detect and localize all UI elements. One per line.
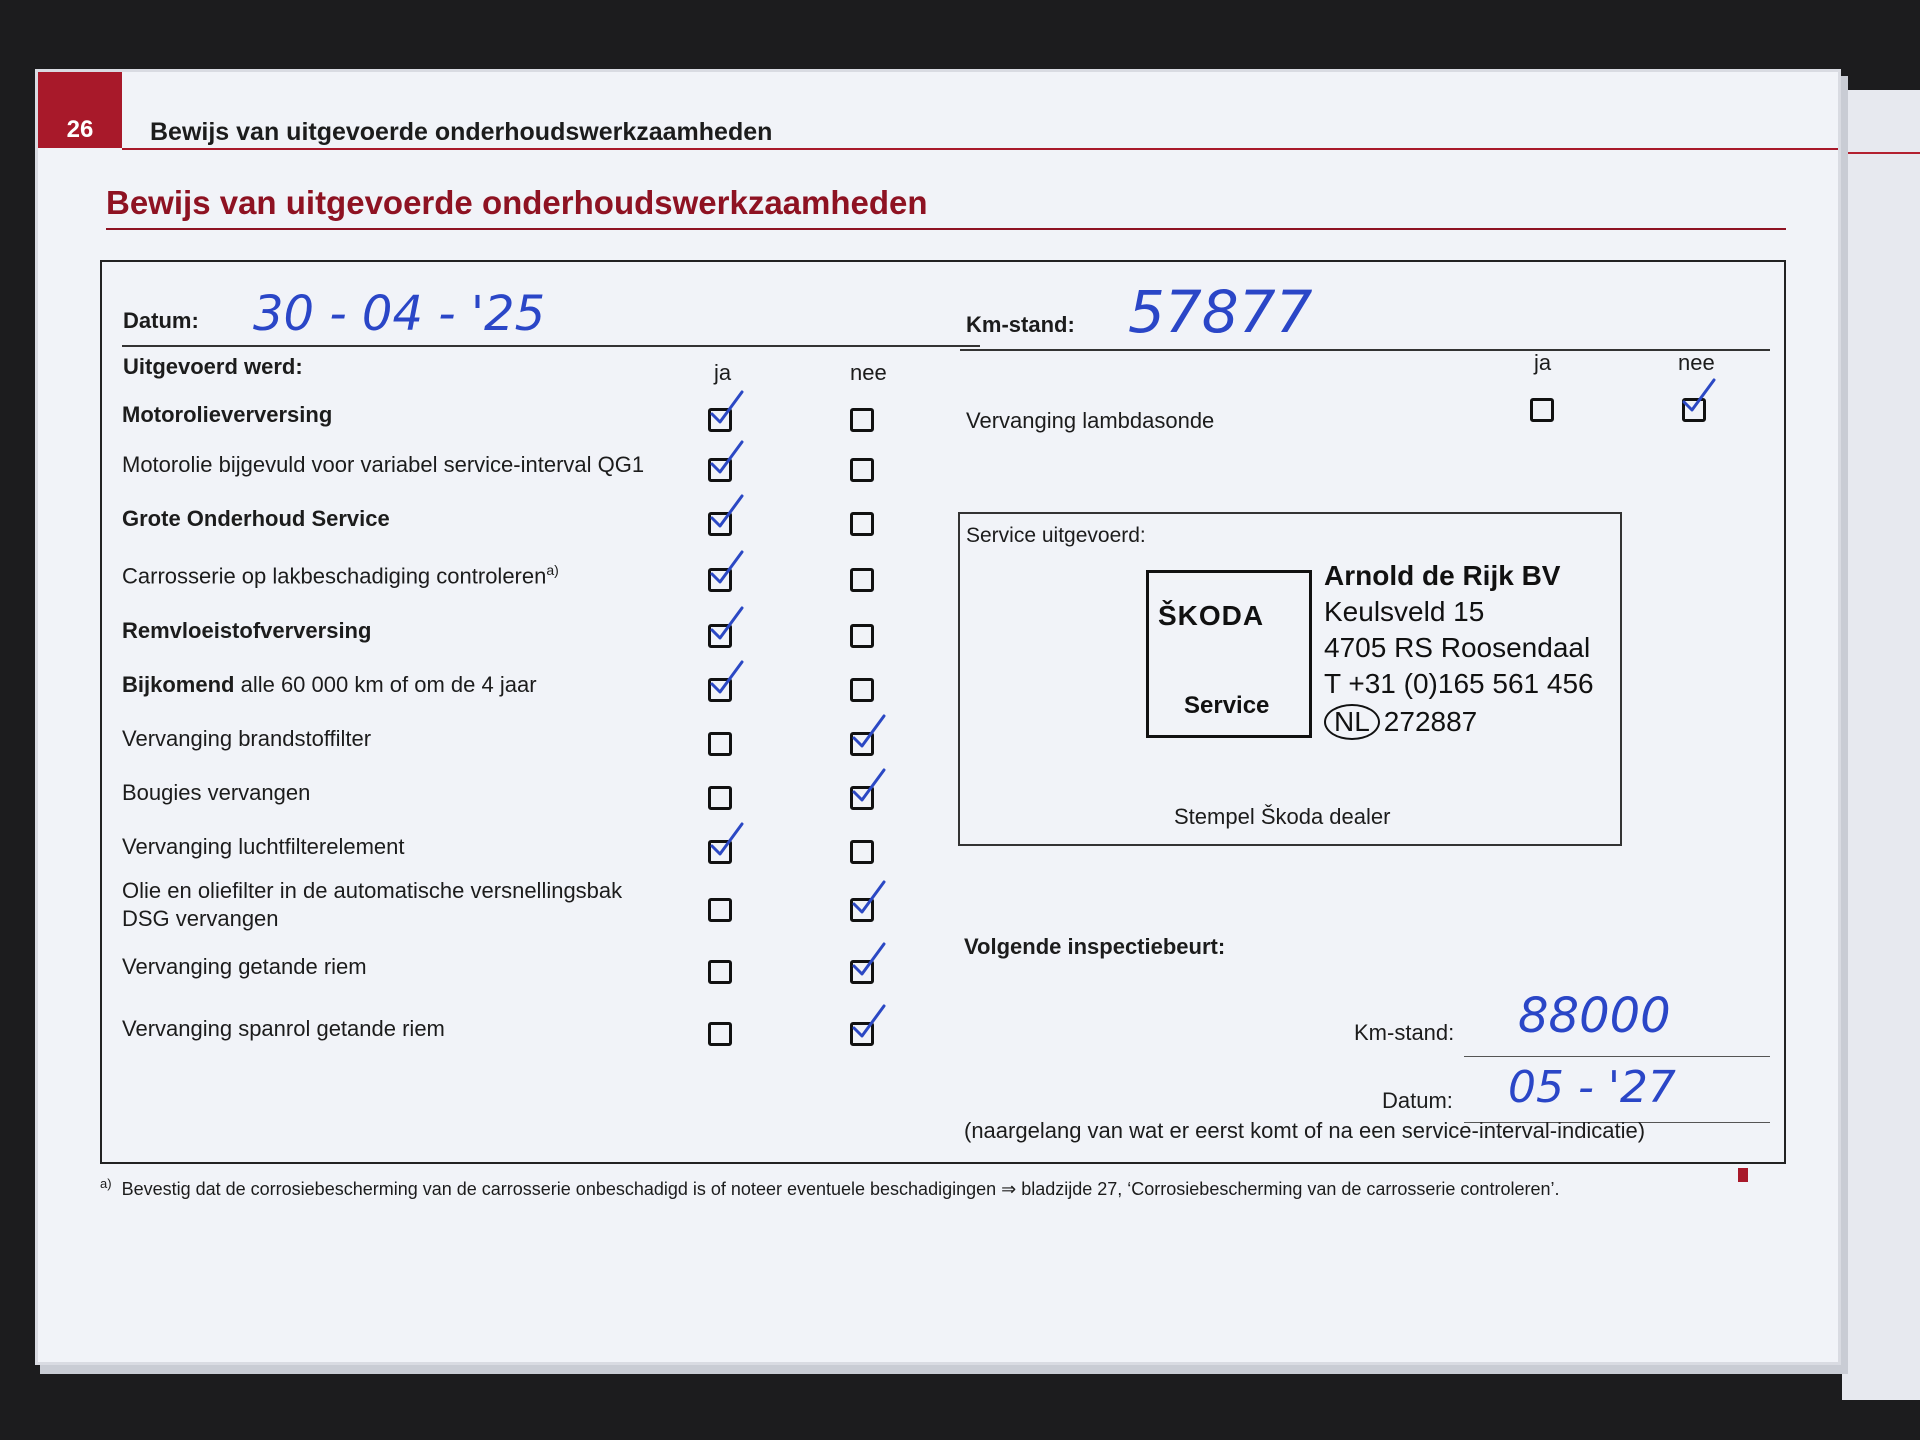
dealer-city: 4705 RS Roosendaal bbox=[1324, 632, 1591, 663]
country-oval: NL bbox=[1324, 704, 1380, 740]
checkbox-ja[interactable] bbox=[708, 732, 732, 756]
next-km-value[interactable]: 88000 bbox=[1518, 988, 1671, 1044]
item-label bbox=[122, 618, 371, 644]
running-title: Bewijs van uitgevoerde onderhoudswerkzaamheden bbox=[150, 118, 773, 146]
next-note: (naargelang van wat er eerst komt of na een service-interval-indicatie) bbox=[964, 1118, 1646, 1143]
checkbox-nee[interactable] bbox=[850, 840, 874, 864]
manual-page bbox=[38, 72, 1838, 1362]
checkbox-nee[interactable] bbox=[850, 512, 874, 536]
item-label-text: Vervanging getande riem bbox=[122, 954, 367, 979]
km-value[interactable]: 57877 bbox=[1128, 278, 1313, 346]
checkbox-nee[interactable] bbox=[850, 624, 874, 648]
checkbox-ja[interactable] bbox=[708, 786, 732, 810]
next-km-label: Km-stand: bbox=[1354, 1020, 1455, 1045]
km-label: Km-stand: bbox=[966, 312, 1075, 337]
check-mark-icon bbox=[848, 940, 888, 980]
lambda-nee-check-icon bbox=[1678, 376, 1718, 416]
item-label bbox=[122, 452, 644, 478]
km-rule bbox=[960, 349, 1770, 351]
col-ja-left: ja bbox=[714, 360, 732, 385]
item-label bbox=[122, 1016, 445, 1042]
item-label bbox=[122, 402, 332, 428]
checkbox-nee[interactable] bbox=[850, 568, 874, 592]
item-label bbox=[122, 672, 537, 698]
checkbox-nee[interactable] bbox=[850, 678, 874, 702]
footnote-text: Bevestig dat de corrosiebescherming van de carrosserie onbeschadigd is of noteer eventuele beschadigingen ⇒ bladzijde 27, ‘Corrosiebescherming van de carrosserie controleren’. bbox=[121, 1179, 1560, 1199]
checkbox-ja[interactable] bbox=[708, 960, 732, 984]
section-title: Bewijs van uitgevoerde onderhoudswerkzaamheden bbox=[106, 184, 928, 221]
item-label bbox=[122, 506, 390, 532]
item-label-text: Carrosserie op lakbeschadiging controleren bbox=[122, 563, 547, 589]
facing-page bbox=[1842, 90, 1920, 1400]
item-label-rest: alle 60 000 km of om de 4 jaar bbox=[234, 672, 537, 697]
skoda-service-text: Service bbox=[1184, 692, 1270, 719]
item-label-line1: Olie en oliefilter in de automatische versnellingsbak bbox=[122, 878, 623, 903]
checkbox-ja[interactable] bbox=[708, 1022, 732, 1046]
facing-page-rule bbox=[1842, 152, 1920, 154]
item-label-line2: DSG vervangen bbox=[122, 906, 279, 931]
dealer-name: Arnold de Rijk BV bbox=[1324, 560, 1561, 591]
check-mark-icon bbox=[706, 658, 746, 698]
item-label bbox=[122, 562, 559, 589]
checkbox-ja[interactable] bbox=[708, 898, 732, 922]
datum-label: Datum: bbox=[123, 308, 199, 333]
item-label-text: Vervanging brandstoffilter bbox=[122, 726, 372, 751]
lambda-label: Vervanging lambdasonde bbox=[966, 408, 1215, 433]
check-mark-icon bbox=[706, 604, 746, 644]
check-mark-icon bbox=[706, 388, 746, 428]
item-label-text: Remvloeistofverversing bbox=[122, 618, 372, 643]
dealer-number bbox=[1324, 704, 1477, 740]
next-date-label: Datum: bbox=[1382, 1088, 1453, 1113]
next-date-value[interactable]: 05 - '27 bbox=[1508, 1062, 1676, 1113]
item-label-bold: Bijkomend bbox=[122, 672, 235, 697]
check-mark-icon bbox=[848, 1002, 888, 1042]
item-label bbox=[122, 834, 405, 860]
item-label bbox=[122, 726, 371, 752]
page-number: 26 bbox=[66, 116, 94, 143]
col-nee-right: nee bbox=[1678, 350, 1715, 375]
item-label-text: Vervanging spanrol getande riem bbox=[122, 1016, 445, 1041]
item-label-text: Motorolie bijgevuld voor variabel service-interval QG1 bbox=[122, 452, 645, 477]
check-mark-icon bbox=[848, 878, 888, 918]
datum-value[interactable]: 30 - 04 - '25 bbox=[253, 286, 546, 342]
dealer-street: Keulsveld 15 bbox=[1324, 596, 1485, 627]
skoda-logo: ŠKODA bbox=[1158, 600, 1265, 631]
check-mark-icon bbox=[706, 492, 746, 532]
check-mark-icon bbox=[706, 548, 746, 588]
lambda-ja-checkbox[interactable] bbox=[1530, 398, 1554, 422]
dealer-phone: T +31 (0)165 561 456 bbox=[1324, 668, 1594, 699]
header-rule bbox=[122, 148, 1838, 150]
footnote-marker: a) bbox=[100, 1176, 112, 1191]
check-mark-icon bbox=[706, 438, 746, 478]
item-label-text: Bougies vervangen bbox=[122, 780, 311, 805]
performed-label: Uitgevoerd werd: bbox=[123, 354, 303, 379]
service-label: Service uitgevoerd: bbox=[966, 524, 1146, 547]
dealer-number-value: 272887 bbox=[1383, 706, 1478, 737]
footnote bbox=[100, 1176, 1559, 1200]
item-label-text: Vervanging luchtfilterelement bbox=[122, 834, 405, 859]
check-mark-icon bbox=[706, 820, 746, 860]
col-nee-left: nee bbox=[850, 360, 887, 385]
next-km-rule bbox=[1464, 1056, 1770, 1057]
stamp-caption: Stempel Škoda dealer bbox=[1174, 804, 1391, 829]
footnote-ref: a) bbox=[546, 562, 559, 578]
item-label-text: Motorolieverversing bbox=[122, 402, 333, 427]
check-mark-icon bbox=[848, 712, 888, 752]
page-marker bbox=[1738, 1168, 1748, 1182]
col-ja-right: ja bbox=[1534, 350, 1552, 375]
item-label bbox=[122, 780, 310, 806]
item-label-text: Grote Onderhoud Service bbox=[122, 506, 390, 531]
item-label bbox=[122, 954, 367, 980]
check-mark-icon bbox=[848, 766, 888, 806]
checkbox-nee[interactable] bbox=[850, 458, 874, 482]
checkbox-nee[interactable] bbox=[850, 408, 874, 432]
item-label bbox=[122, 878, 622, 932]
next-inspection-label: Volgende inspectiebeurt: bbox=[964, 934, 1226, 959]
datum-rule bbox=[122, 345, 980, 347]
section-rule bbox=[106, 228, 1786, 230]
